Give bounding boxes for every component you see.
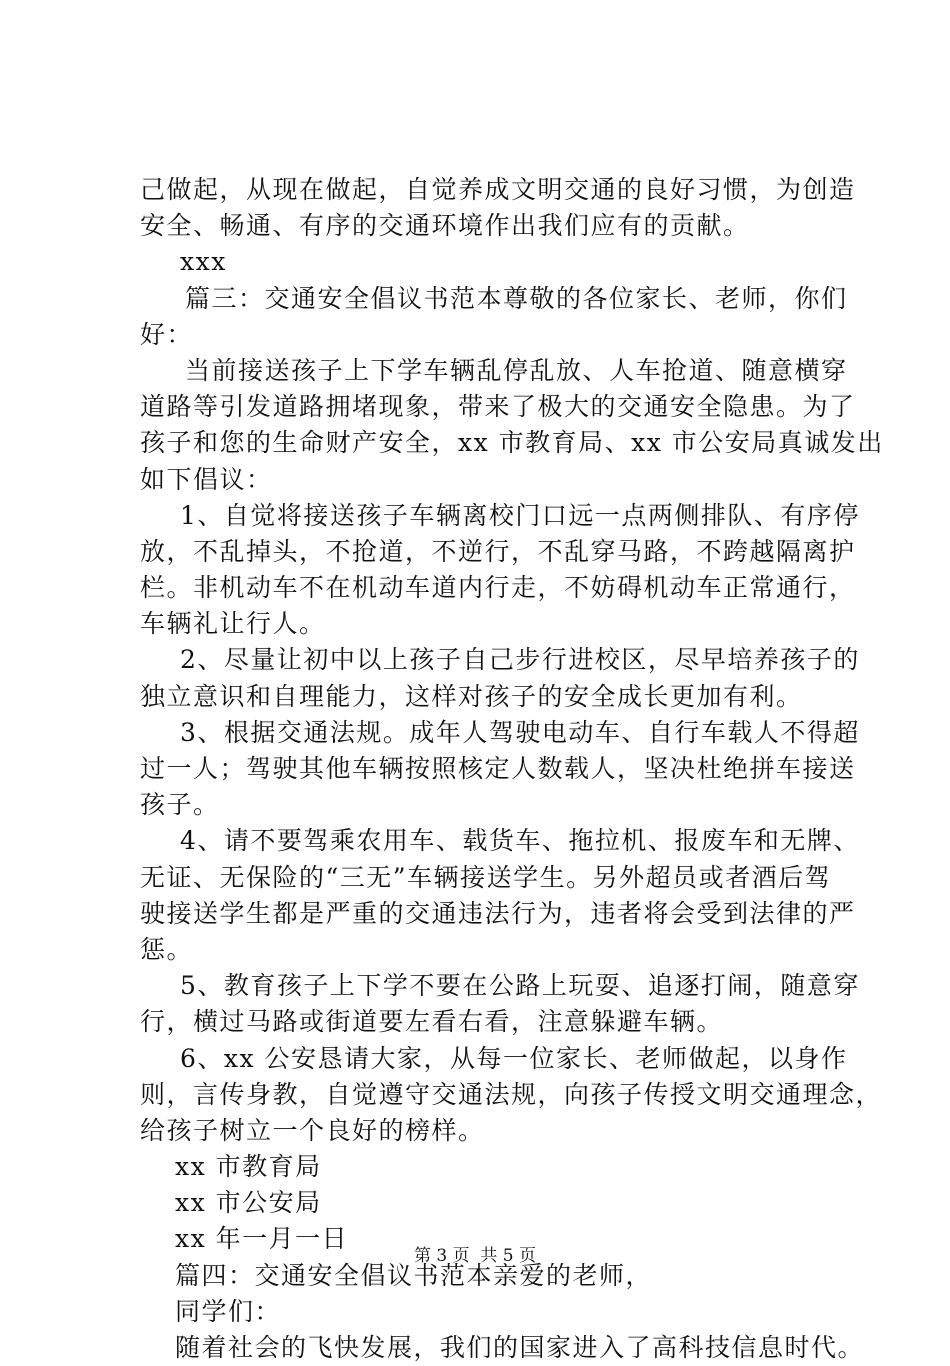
text-line: 栏。非机动车不在机动车道内行走，不妨碍机动车正常通行， [140, 573, 856, 603]
list-item-6: 6、xx 公安恳请大家，从每一位家长、老师做起，以身作 [180, 1043, 848, 1073]
text-line: 过一人；驾驶其他车辆按照核定人数载人，坚决杜绝拼车接送 [140, 754, 856, 783]
text-line: 随着社会的飞快发展，我们的国家进入了高科技信息时代。 [175, 1333, 865, 1362]
section-heading: 篇四：交通安全倡议书范本亲爱的老师， [175, 1260, 653, 1290]
text-line: 孩子。 [140, 790, 220, 820]
text-line: 则，言传身教，自觉遵守交通法规，向孩子传授文明交通理念， [140, 1079, 883, 1109]
text-line: 独立意识和自理能力，这样对孩子的安全成长更加有利。 [140, 681, 803, 711]
text-line: 惩。 [140, 934, 194, 964]
text-line: 无证、无保险的“三无”车辆接送学生。另外超员或者酒后驾 [140, 862, 832, 892]
text-line: 驶接送学生都是严重的交通违法行为，违者将会受到法律的严 [140, 898, 856, 928]
date-line: xx 年一月一日 [175, 1224, 349, 1254]
signature-line: xxx [180, 247, 227, 277]
signature-line: xx 市公安局 [175, 1188, 322, 1218]
list-item-5: 5、教育孩子上下学不要在公路上玩耍、追逐打闹，随意穿 [180, 971, 860, 1001]
text-line: 当前接送孩子上下学车辆乱停乱放、人车抢道、随意横穿 [185, 355, 848, 385]
text-line: 如下倡议： [140, 464, 273, 494]
text-line: 道路等引发道路拥堵现象，带来了极大的交通安全隐患。为了 [140, 392, 856, 422]
text-line: 好： [140, 319, 194, 349]
signature-line: xx 市教育局 [175, 1152, 322, 1182]
text-line: 给孩子树立一个良好的榜样。 [140, 1115, 485, 1145]
list-item-2: 2、尽量让初中以上孩子自己步行进校区，尽早培养孩子的 [180, 645, 860, 675]
text-line: 己做起，从现在做起，自觉养成文明交通的良好习惯，为创造 [140, 175, 856, 204]
list-item-4: 4、请不要驾乘农用车、载货车、拖拉机、报废车和无牌、 [180, 826, 860, 856]
text-line: 同学们： [175, 1296, 282, 1326]
page-number-footer: 第 3 页 共 5 页 [413, 1246, 537, 1266]
text-line: 车辆礼让行人。 [140, 609, 326, 639]
text-line: 放，不乱掉头，不抢道，不逆行，不乱穿马路，不跨越隔离护 [140, 536, 856, 566]
list-item-3: 3、根据交通法规。成年人驾驶电动车、自行车载人不得超 [180, 717, 860, 747]
list-item-1: 1、自觉将接送孩子车辆离校门口远一点两侧排队、有序停 [180, 500, 860, 530]
text-line: 行，横过马路或街道要左看右看，注意躲避车辆。 [140, 1007, 724, 1037]
document-body [140, 172, 884, 1366]
text-line: 孩子和您的生命财产安全，xx 市教育局、xx 市公安局真诚发出 [140, 428, 884, 458]
text-line: 安全、畅通、有序的交通环境作出我们应有的贡献。 [140, 211, 750, 241]
section-heading: 篇三：交通安全倡议书范本尊敬的各位家长、老师，你们 [185, 283, 848, 313]
